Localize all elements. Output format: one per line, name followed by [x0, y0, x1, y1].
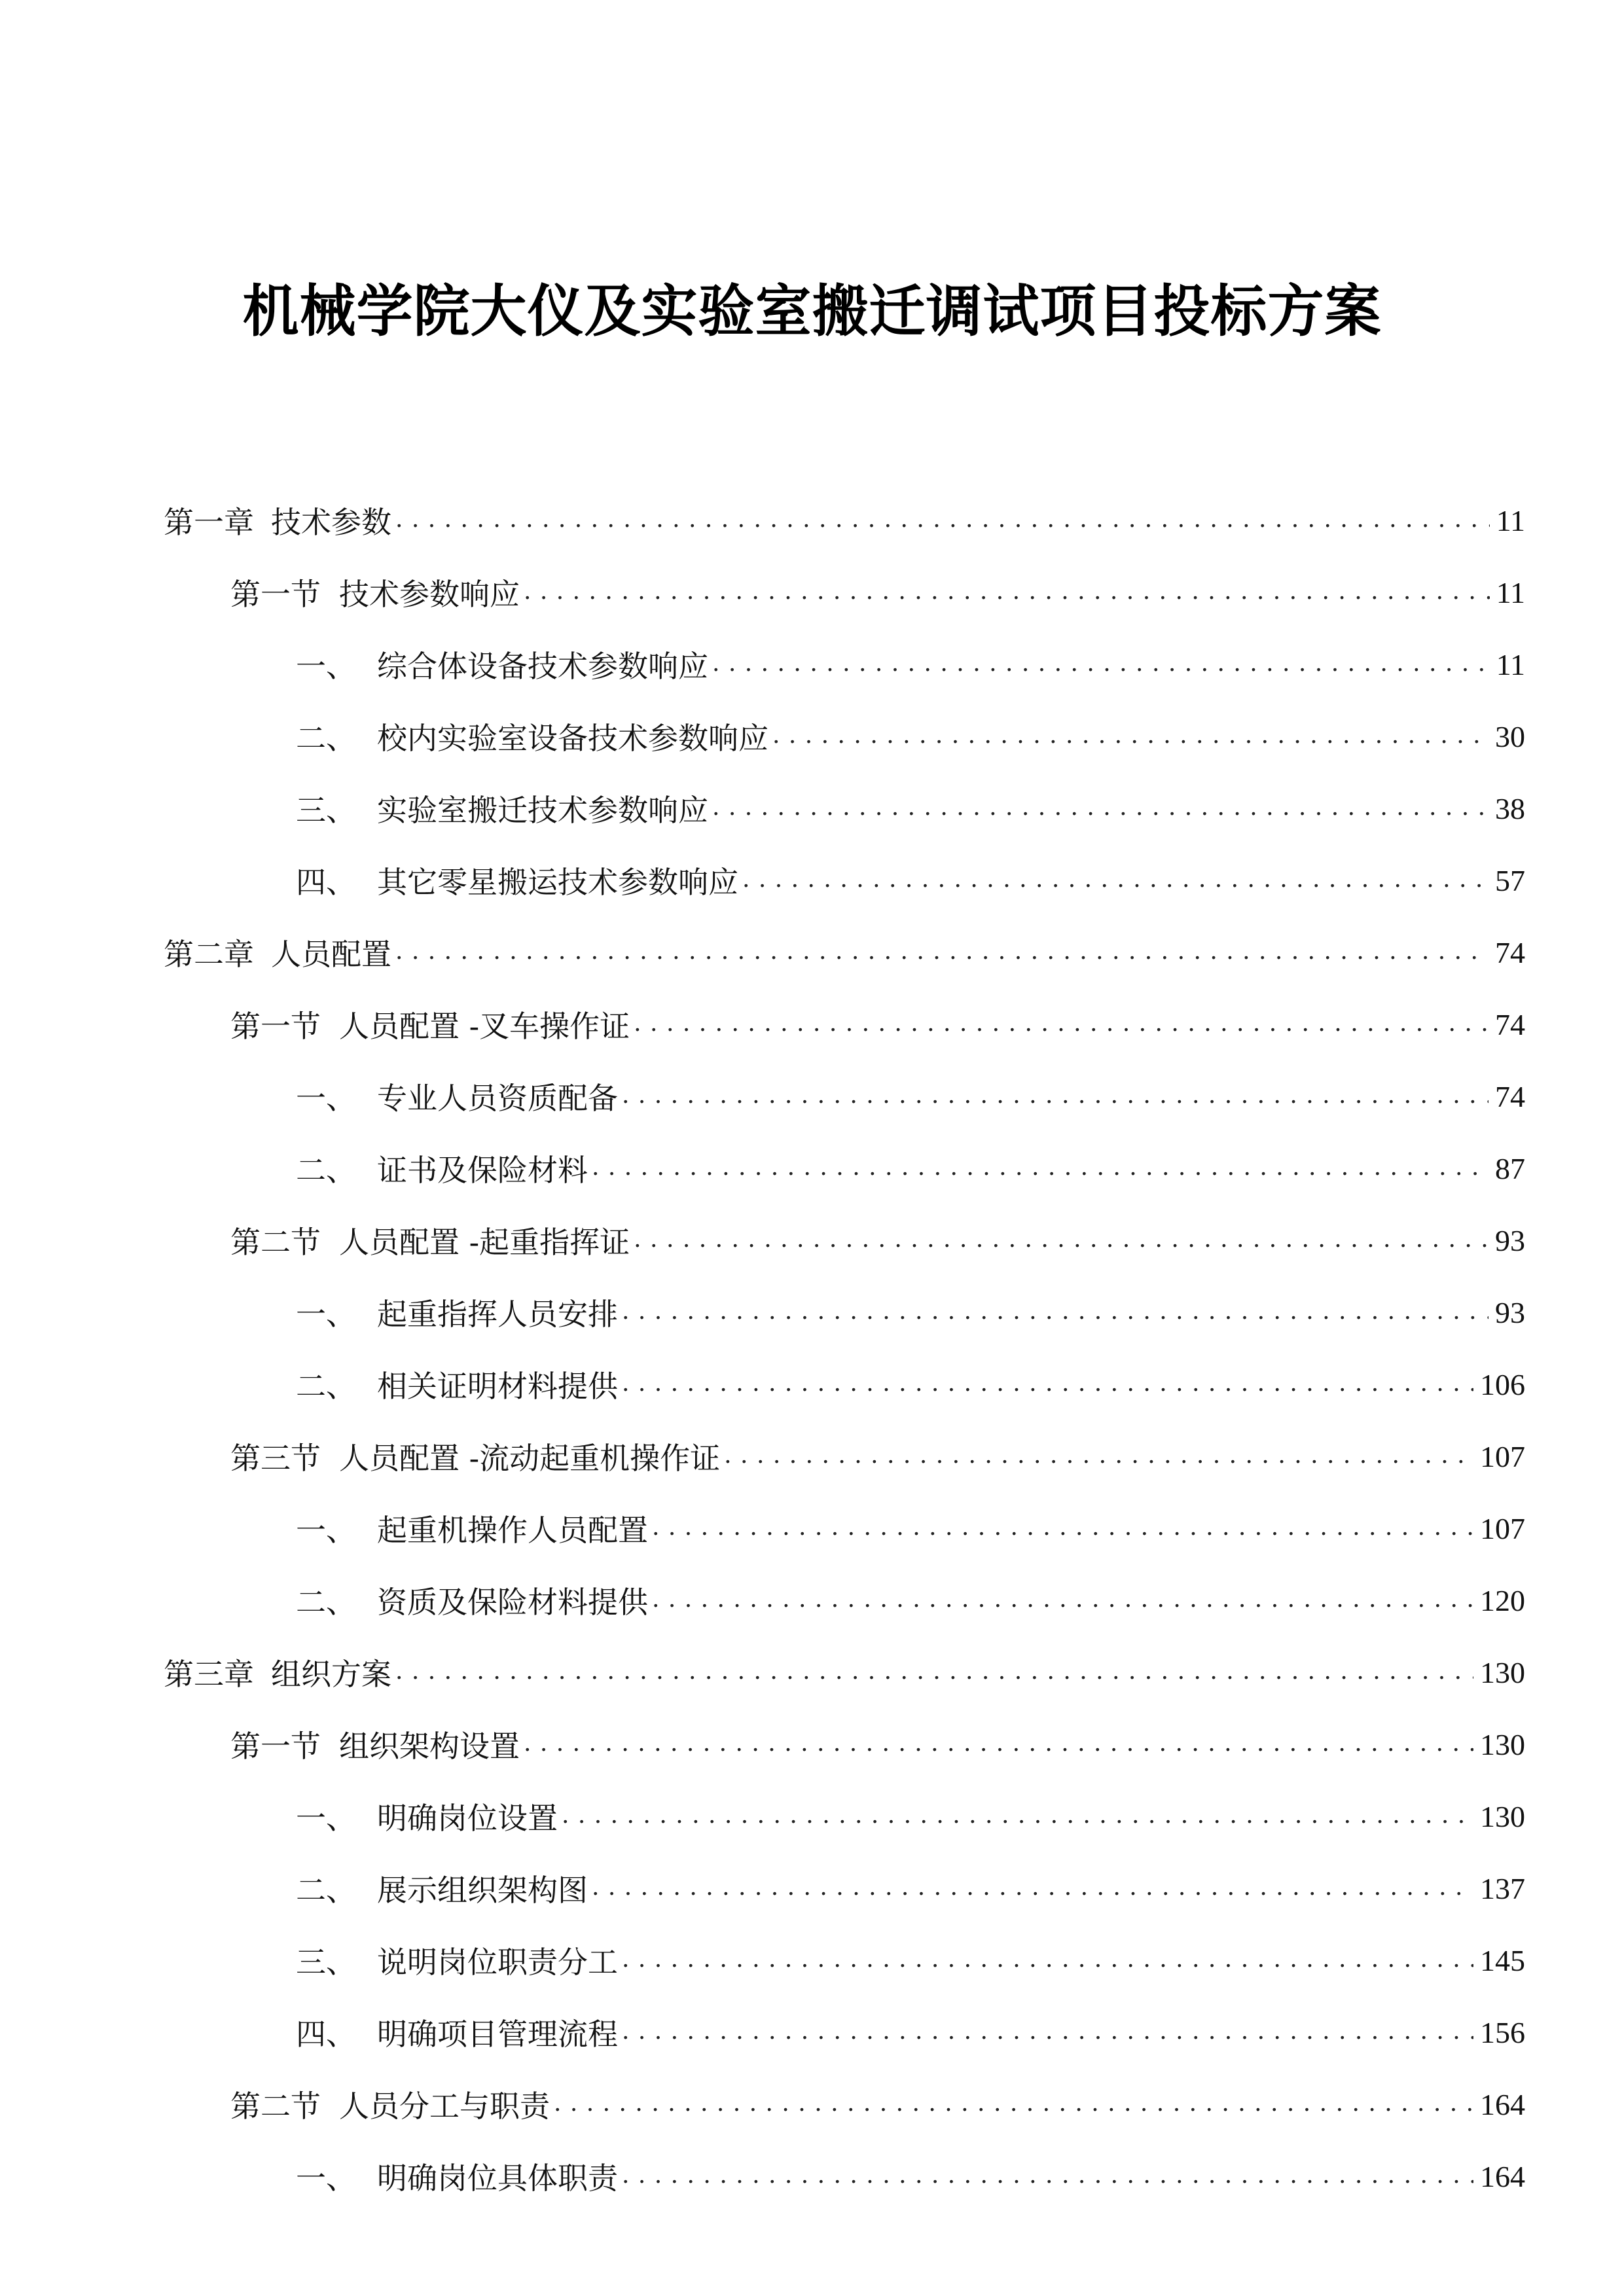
toc-entry[interactable] [164, 1420, 1525, 1492]
toc-entry-title: 说明岗位职责分工 [377, 1945, 618, 1980]
toc-entry-title: 人员分工与职责 [339, 2089, 550, 2124]
toc-entry-number: 三、 [296, 1945, 356, 1980]
toc-entry-number: 二、 [296, 721, 356, 756]
toc-dot-leader [524, 1729, 1473, 1759]
toc-entry-title: 人员配置 -流动起重机操作证 [339, 1441, 721, 1476]
toc-dot-leader [634, 1225, 1489, 1255]
toc-dot-leader [724, 1441, 1473, 1471]
toc-page-number: 74 [1495, 1079, 1525, 1113]
toc-entry[interactable] [164, 2068, 1525, 2140]
toc-entry-number: 第一节 [230, 577, 321, 612]
toc-entry-number: 四、 [296, 2017, 356, 2052]
toc-page-number: 93 [1495, 1223, 1525, 1257]
toc-page-number: 11 [1496, 575, 1525, 609]
toc-page-number: 120 [1480, 1583, 1525, 1617]
toc-dot-leader [622, 1369, 1473, 1399]
toc-page-number: 57 [1495, 863, 1525, 897]
toc-entry-title: 明确岗位设置 [377, 1801, 558, 1836]
toc-page-number: 30 [1495, 719, 1525, 753]
toc-page-number: 145 [1480, 1943, 1525, 1977]
toc-entry-number: 一、 [296, 1513, 356, 1548]
toc-entry-title: 起重指挥人员安排 [377, 1297, 618, 1332]
toc-entry[interactable] [164, 1852, 1525, 1924]
toc-entry[interactable] [164, 2140, 1525, 2212]
toc-entry-number: 第二节 [230, 2089, 321, 2124]
toc-entry-number: 四、 [296, 865, 356, 900]
document-title: 机械学院大仪及实验室搬迁调试项目投标方案 [242, 278, 1382, 344]
toc-page-number: 93 [1495, 1295, 1525, 1329]
toc-page-number: 11 [1496, 503, 1525, 537]
toc-dot-leader [622, 1945, 1473, 1975]
toc-page-number: 130 [1480, 1727, 1525, 1761]
toc-entry[interactable] [164, 844, 1525, 916]
toc-entry-number: 第一章 [164, 505, 254, 540]
toc-dot-leader [562, 1801, 1473, 1831]
toc-page-number: 74 [1495, 1007, 1525, 1041]
toc-entry[interactable] [164, 916, 1525, 988]
toc-entry[interactable] [164, 556, 1525, 628]
toc-entry-number: 第二章 [164, 937, 254, 972]
toc-entry-title: 综合体设备技术参数响应 [377, 649, 708, 684]
toc-dot-leader [622, 2161, 1473, 2191]
toc-entry[interactable] [164, 772, 1525, 844]
toc-page-number: 74 [1495, 935, 1525, 969]
toc-entry[interactable] [164, 1708, 1525, 1780]
toc-entry-number: 一、 [296, 1081, 356, 1116]
toc-entry[interactable] [164, 1132, 1525, 1204]
toc-page-number: 164 [1480, 2159, 1525, 2193]
toc-dot-leader [742, 865, 1489, 895]
toc-entry-title: 人员配置 -叉车操作证 [339, 1009, 630, 1044]
toc-dot-leader [592, 1873, 1473, 1903]
toc-entry-title: 人员配置 [271, 937, 391, 972]
toc-entry-title: 校内实验室设备技术参数响应 [377, 721, 768, 756]
toc-entry[interactable] [164, 1348, 1525, 1420]
toc-page-number: 137 [1480, 1871, 1525, 1905]
toc-entry[interactable] [164, 628, 1525, 700]
toc-page-number: 107 [1480, 1511, 1525, 1545]
toc-entry[interactable] [164, 1996, 1525, 2068]
toc-entry-number: 一、 [296, 2161, 356, 2196]
toc-entry-number: 二、 [296, 1585, 356, 1620]
toc-page-number: 87 [1495, 1151, 1525, 1185]
toc-entry-title: 明确项目管理流程 [377, 2017, 618, 2052]
toc-entry-title: 实验室搬迁技术参数响应 [377, 793, 708, 828]
toc-entry[interactable] [164, 700, 1525, 772]
toc-page-number: 164 [1480, 2087, 1525, 2121]
toc-entry[interactable] [164, 1204, 1525, 1276]
toc-entry-title: 技术参数响应 [339, 577, 520, 612]
toc-entry-title: 起重机操作人员配置 [377, 1513, 648, 1548]
toc-page-number: 38 [1495, 791, 1525, 825]
toc-entry-number: 二、 [296, 1153, 356, 1188]
toc-dot-leader [622, 2017, 1473, 2047]
toc-entry[interactable] [164, 1924, 1525, 1996]
toc-entry[interactable] [164, 1564, 1525, 1636]
toc-dot-leader [592, 1153, 1489, 1183]
toc-entry-title: 技术参数 [271, 505, 391, 540]
toc-page-number: 106 [1480, 1367, 1525, 1401]
toc-dot-leader [622, 1297, 1489, 1327]
toc-page-number: 130 [1480, 1655, 1525, 1689]
toc-entry-number: 二、 [296, 1369, 356, 1404]
toc-dot-leader [772, 721, 1489, 751]
toc-dot-leader [652, 1585, 1473, 1615]
toc-entry[interactable] [164, 1780, 1525, 1852]
toc-entry[interactable] [164, 1492, 1525, 1564]
toc-dot-leader [395, 1657, 1473, 1687]
toc-entry[interactable] [164, 484, 1525, 556]
toc-dot-leader [395, 505, 1490, 535]
toc-dot-leader [634, 1009, 1489, 1039]
toc-dot-leader [712, 649, 1490, 679]
toc-entry[interactable] [164, 1636, 1525, 1708]
toc-entry-number: 第一节 [230, 1009, 321, 1044]
toc-entry-title: 展示组织架构图 [377, 1873, 588, 1908]
toc-entry[interactable] [164, 988, 1525, 1060]
toc-dot-leader [652, 1513, 1473, 1543]
toc-dot-leader [524, 577, 1490, 607]
toc-entry-title: 专业人员资质配备 [377, 1081, 618, 1116]
toc-entry-number: 一、 [296, 649, 356, 684]
toc-dot-leader [554, 2089, 1473, 2119]
toc-dot-leader [712, 793, 1489, 823]
toc-dot-leader [622, 1081, 1489, 1111]
toc-entry-title: 其它零星搬运技术参数响应 [377, 865, 738, 900]
toc-entry-title: 组织架构设置 [339, 1729, 520, 1764]
toc-entry-title: 相关证明材料提供 [377, 1369, 618, 1404]
toc-entry-title: 证书及保险材料 [377, 1153, 588, 1188]
toc-page-number: 130 [1480, 1799, 1525, 1833]
toc-entry-number: 二、 [296, 1873, 356, 1908]
toc-entry-title: 人员配置 -起重指挥证 [339, 1225, 630, 1260]
table-of-contents [164, 484, 1525, 2212]
toc-entry-number: 一、 [296, 1297, 356, 1332]
toc-page-number: 11 [1496, 647, 1525, 681]
toc-entry-number: 第二节 [230, 1225, 321, 1260]
toc-entry-number: 第三章 [164, 1657, 254, 1692]
toc-entry[interactable] [164, 1276, 1525, 1348]
toc-page-number: 107 [1480, 1439, 1525, 1473]
toc-entry-number: 第三节 [230, 1441, 321, 1476]
toc-dot-leader [395, 937, 1489, 967]
toc-entry-title: 明确岗位具体职责 [377, 2161, 618, 2196]
toc-entry-number: 一、 [296, 1801, 356, 1836]
toc-entry-title: 资质及保险材料提供 [377, 1585, 648, 1620]
toc-entry-title: 组织方案 [271, 1657, 391, 1692]
toc-entry-number: 第一节 [230, 1729, 321, 1764]
toc-entry[interactable] [164, 1060, 1525, 1132]
toc-entry-number: 三、 [296, 793, 356, 828]
toc-page-number: 156 [1480, 2015, 1525, 2049]
